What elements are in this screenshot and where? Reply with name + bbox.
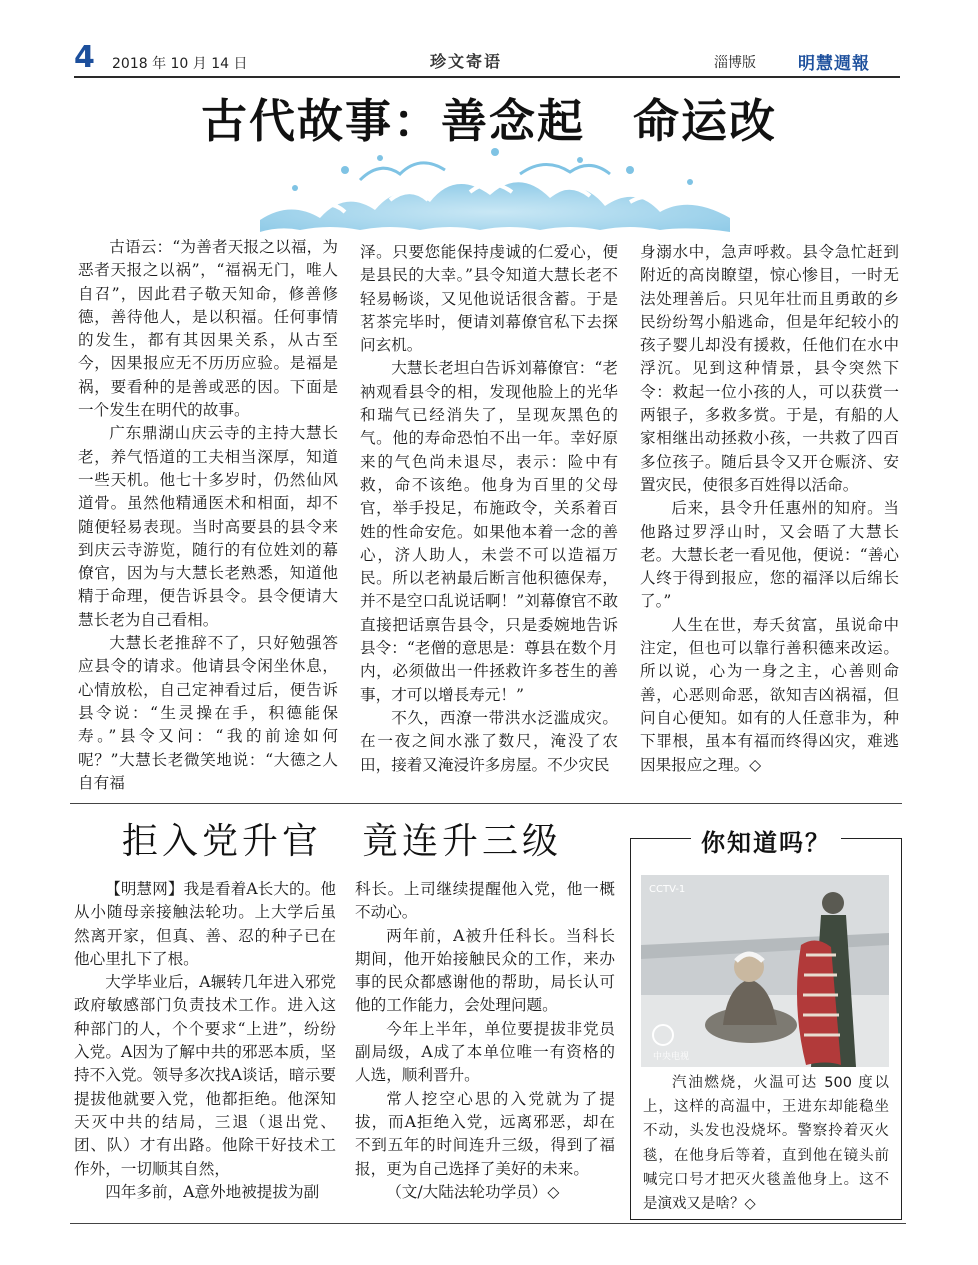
paragraph: 人生在世，寿夭贫富，虽说命中注定，但也可以靠行善积德来改运。所以说，心为一身之主，心善则命善，心恶则命恶，欲知吉凶祸福，但问自心便知。如有的人任意非为，种下罪根，虽本有福而终得凶灾，难逃因果报应之理。◇	[640, 615, 899, 774]
paragraph: 常人挖空心思的入党就为了提拔，而A拒绝入党，远离邪恶，却在不到五年的时间连升三级，得到了福报，更为自己选择了美好的未来。	[355, 1089, 615, 1178]
self-immolation-scene-image	[641, 875, 889, 1067]
header-divider	[74, 76, 900, 78]
did-you-know-title: 你知道吗？	[691, 823, 841, 858]
article1-column-3	[640, 241, 899, 777]
masthead: 明慧週報	[798, 54, 870, 74]
article1-column-1	[78, 236, 338, 795]
paragraph: 两年前，A被升任科长。当科长期间，他开始接触民众的工作，来办事的民众都感谢他的帮助，局长认可他的工作能力，会处理问题。	[355, 926, 615, 1015]
article2-signature: （文/大陆法轮功学员）◇	[386, 1182, 560, 1201]
footer-divider	[70, 1223, 906, 1224]
paragraph: 大学毕业后，A辗转几年进入邪党政府敏感部门负责技术工作。进入这种部门的人，个个要求“上进”，纷纷入党。A因为了解中共的邪恶本质，坚持不入党。领导多次找A谈话，暗示要提拔他就要入党，他都拒绝。他深知天灭中共的结局，三退（退出党、团、队）才有出路。他除干好技术工作外，一切顺其自然，	[74, 973, 336, 1178]
paragraph: 今年上半年，单位要提拔非党员副局级，A成了本单位唯一有资格的人选，顺利晋升。	[355, 1019, 615, 1085]
did-you-know-caption	[643, 1071, 889, 1216]
paragraph: 【明慧网】我是看着A长大的。他从小随母亲接触法轮功。上大学后虽然离开家，但真、善、忍的种子已在他心里扎下了根。	[74, 880, 336, 968]
paragraph: 泽。只要您能保持虔诚的仁爱心，便是县民的大幸。”县令知道大慧长老不轻易畅谈，又见他说话很含蓄。于是茗茶完毕时，便请刘幕僚官私下去探问玄机。	[360, 243, 618, 355]
caption-paragraph: 汽油燃烧，火温可达 500 度以上，这样的高温中，王进东却能稳坐不动，头发也没烧坏。警察拎着灭火毯，在他身后等着，直到他在镜头前喊完口号才把灭火毯盖他身上。这不是演戏又是啥？◇	[643, 1075, 889, 1213]
section-divider	[70, 803, 902, 804]
cctv-logo: CCTV-1	[649, 884, 686, 895]
paragraph: 后来，县令升任惠州的知府。当他路过罗浮山时，又会晤了大慧长老。大慧长老一看见他，便说：“善心人终于得到报应，您的福泽以后绵长了。”	[640, 499, 899, 611]
issue-date: 2018 年 10 月 14 日	[112, 56, 248, 72]
paragraph: 大慧长老坦白告诉刘幕僚官：“老衲观看县令的相，发现他脸上的光华和瑞气已经消失了，呈现灰黑色的气。他的寿命恐怕不出一年。幸好原来的气色尚未退尽，表示：险中有救，命不该绝。他身为百里的父母官，举手投足，布施政令，关系着百姓的性命安危。如果他本着一念的善心，济人助人，未尝不可以造福万民。所以老衲最后断言他积德保寿，并不是空口乱说话啊！”刘幕僚官不敢直接把话禀告县令，只是委婉地告诉县令：“老僧的意思是：尊县在数个月内，必须做出一件拯救许多苍生的善事，才可以增長寿元！”	[360, 359, 618, 704]
paragraph: 四年多前，A意外地被提拔为副	[105, 1182, 320, 1201]
paragraph: 不久，西潦一带洪水泛滥成灾。在一夜之间水涨了数尺，淹没了农田，接着又淹浸许多房屋。不少灾民	[360, 708, 618, 774]
article2-title: 拒入党升官 竟连升三级	[121, 821, 562, 862]
cctv-watermark: 中央电视	[653, 1052, 690, 1062]
column-name: 珍文寄语	[430, 52, 503, 71]
did-you-know-box	[630, 828, 902, 1220]
news-photo	[641, 875, 889, 1067]
article1-title: 古代故事：善念起 命运改	[201, 94, 777, 148]
article2-column-2	[355, 878, 615, 1204]
paragraph: 大慧长老推辞不了，只好勉强答应县令的请求。他请县令闲坐休息，心情放松，自己定神看过后，便告诉县令说：“生灵操在手，积德能保寿。”县令又问：“我的前途如何呢？”大慧长老微笑地说：“大德之人自有福	[78, 634, 338, 792]
paragraph: 科长。上司继续提醒他入党，他一概不动心。	[355, 880, 615, 922]
water-splash-decoration	[250, 140, 740, 240]
paragraph: 身溺水中，急声呼救。县令急忙赶到附近的高岗瞭望，惊心惨目，一时无法处理善后。只见年壮而且勇敢的乡民纷纷驾小船逃命，但是年纪较小的孩子婴儿却没有援救，任他们在水中浮沉。见到这种情景，县令突然下令：救起一位小孩的人，可以获赏一两银子，多救多赏。于是，有船的人家相继出动拯救小孩，一共救了四百多位孩子。随后县令又开仓赈济、安置灾民，使很多百姓得以活命。	[640, 243, 899, 494]
did-you-know-title-wrap	[631, 823, 901, 858]
page-number: 4	[74, 40, 95, 75]
article1-column-2	[360, 241, 618, 777]
article2-column-1	[74, 878, 336, 1204]
paragraph: 广东鼎湖山庆云寺的主持大慧长老，养气悟道的工夫相当深厚，知道一些天机。他七十多岁时，仍然仙风道骨。虽然他精通医术和相面，却不随便轻易表现。当时高要县的县令来到庆云寺游览，随行的有位姓刘的幕僚官，因为与大慧长老熟悉，知道他精于命理，便告诉县令。县令便请大慧长老为自己看相。	[78, 424, 338, 629]
page-header	[74, 40, 900, 76]
edition-name: 淄博版	[714, 55, 756, 71]
paragraph: 古语云：“为善者天报之以福，为恶者天报之以祸”，“福祸无门，唯人自召”，因此君子敬天知命，修善修德，善待他人，是以积福。任何事情的发生，都有其因果关系，从古至今，因果报应无不历历应验。是福是祸，要看种的是善或恶的因。下面是一个发生在明代的故事。	[78, 238, 338, 420]
